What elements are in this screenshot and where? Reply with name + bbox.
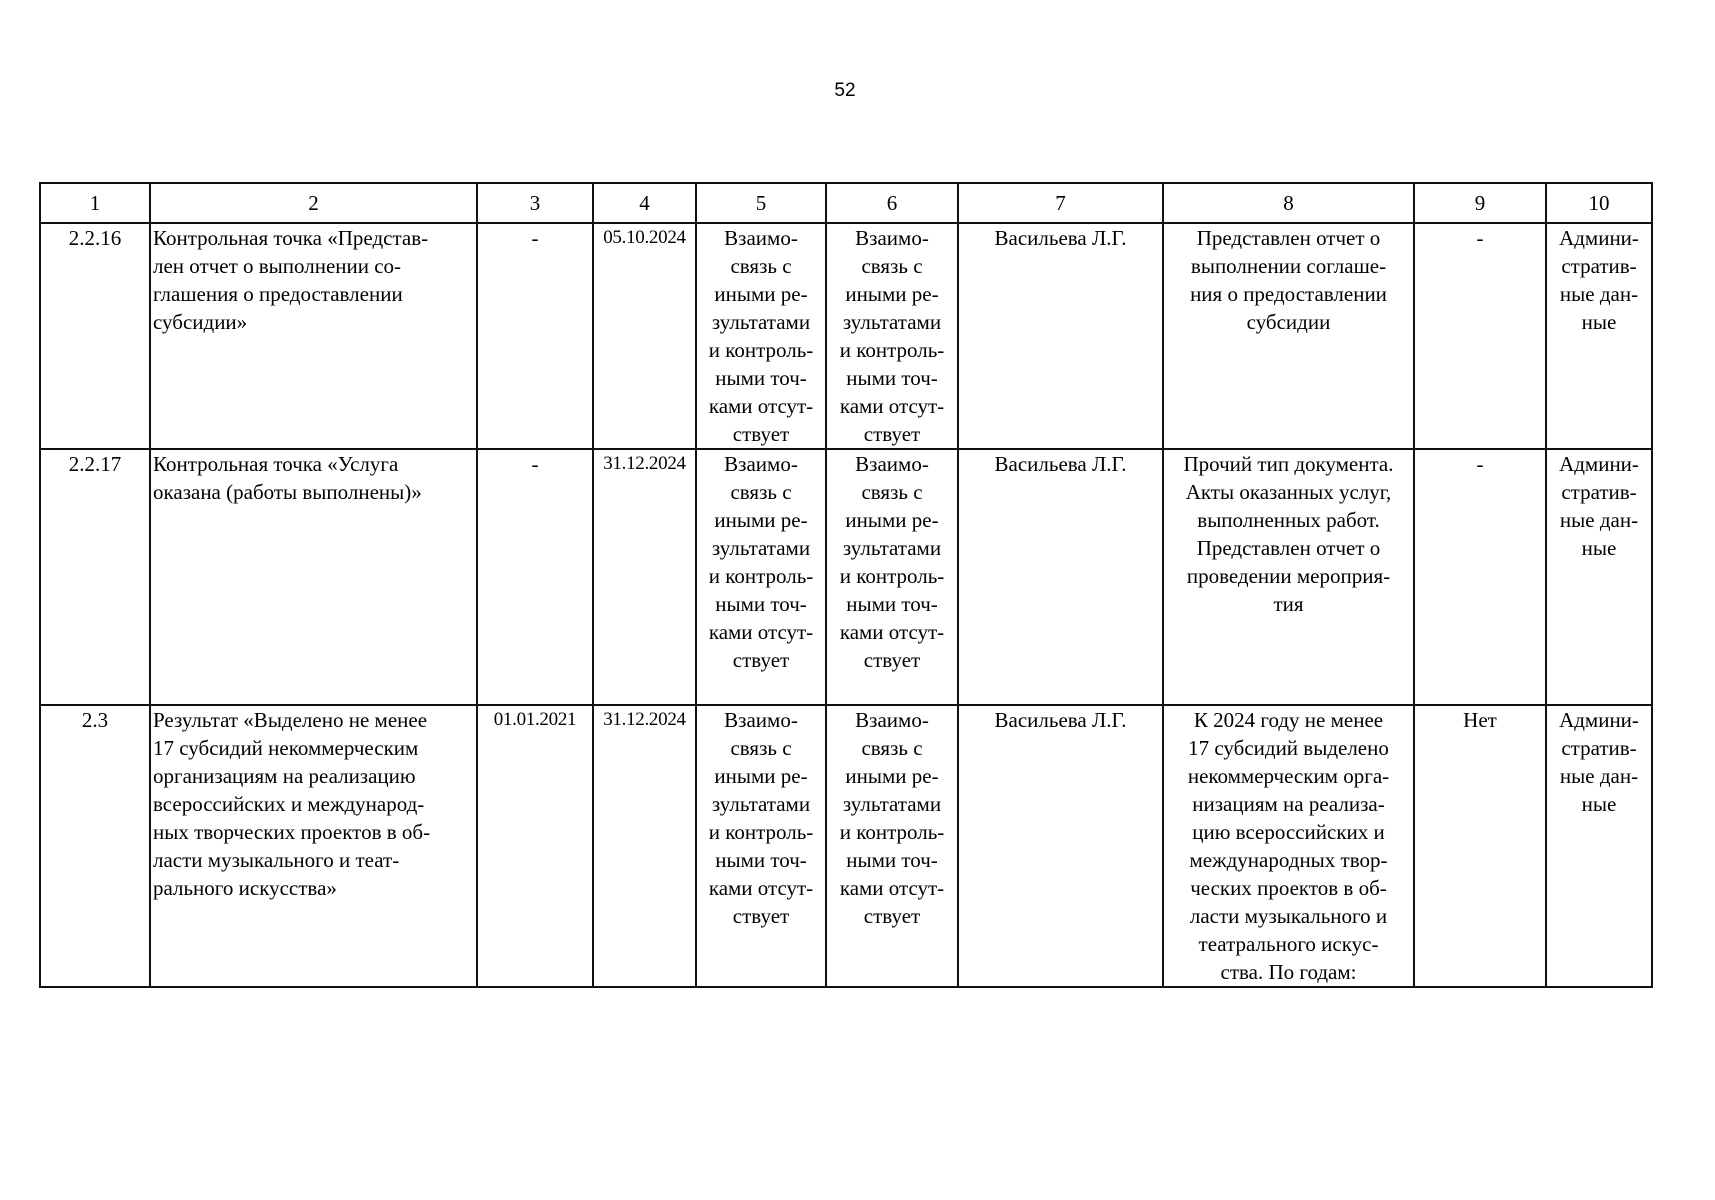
item-name-cell: Контрольная точка «Услуга оказана (работы выполнены)»: [150, 449, 477, 705]
predecessor-cell: Взаимо- связь с иными ре- зультатами и контроль- ными точ- ками отсут- ствует: [696, 449, 826, 705]
data-source-cell: Админи- стратив- ные дан- ные: [1546, 449, 1652, 705]
column-header: 10: [1546, 183, 1652, 223]
column-header: 7: [958, 183, 1163, 223]
successor-cell: Взаимо- связь с иными ре- зультатами и контроль- ными точ- ками отсут- ствует: [826, 223, 958, 449]
table-row: [40, 223, 1652, 449]
predecessor-cell: Взаимо- связь с иными ре- зультатами и контроль- ными точ- ками отсут- ствует: [696, 223, 826, 449]
info-system-cell: Нет: [1414, 705, 1546, 987]
data-source-cell: Админи- стратив- ные дан- ные: [1546, 705, 1652, 987]
document-type-cell: Представлен отчет о выполнении соглаше- ния о предоставлении субсидии: [1163, 223, 1414, 449]
column-header: 1: [40, 183, 150, 223]
row-number-cell: 2.2.17: [40, 449, 150, 705]
start-date-cell: -: [477, 223, 593, 449]
column-header: 8: [1163, 183, 1414, 223]
item-name-cell: Контрольная точка «Представ- лен отчет о выполнении со- глашения о предоставлении субсидии»: [150, 223, 477, 449]
end-date-cell: 31.12.2024: [593, 705, 696, 987]
document-type-cell: К 2024 году не менее 17 субсидий выделено некоммерческим орга- низациям на реализа- цию всероссийских и международных твор- ческих проектов в об- ласти музыкального и театрального искус- ства. По годам:: [1163, 705, 1414, 987]
column-header: 2: [150, 183, 477, 223]
successor-cell: Взаимо- связь с иными ре- зультатами и контроль- ными точ- ками отсут- ствует: [826, 449, 958, 705]
item-name-cell: Результат «Выделено не менее 17 субсидий некоммерческим организациям на реализацию всероссийских и международ- ных творческих проектов в об- ласти музыкального и теат- рального искусства»: [150, 705, 477, 987]
data-table: [39, 182, 1653, 988]
document-type-cell: Прочий тип документа. Акты оказанных услуг, выполненных работ. Представлен отчет о проведении мероприя- тия: [1163, 449, 1414, 705]
info-system-cell: -: [1414, 223, 1546, 449]
end-date-cell: 05.10.2024: [593, 223, 696, 449]
responsible-cell: Васильева Л.Г.: [958, 223, 1163, 449]
responsible-cell: Васильева Л.Г.: [958, 449, 1163, 705]
start-date-cell: -: [477, 449, 593, 705]
table-row: [40, 449, 1652, 705]
table-header-row: [40, 183, 1652, 223]
column-header: 3: [477, 183, 593, 223]
column-header: 6: [826, 183, 958, 223]
column-header: 4: [593, 183, 696, 223]
end-date-cell: 31.12.2024: [593, 449, 696, 705]
column-header: 5: [696, 183, 826, 223]
responsible-cell: Васильева Л.Г.: [958, 705, 1163, 987]
data-source-cell: Админи- стратив- ные дан- ные: [1546, 223, 1652, 449]
row-number-cell: 2.3: [40, 705, 150, 987]
info-system-cell: -: [1414, 449, 1546, 705]
start-date-cell: 01.01.2021: [477, 705, 593, 987]
page-number: 52: [834, 80, 856, 101]
predecessor-cell: Взаимо- связь с иными ре- зультатами и контроль- ными точ- ками отсут- ствует: [696, 705, 826, 987]
successor-cell: Взаимо- связь с иными ре- зультатами и контроль- ными точ- ками отсут- ствует: [826, 705, 958, 987]
table-row: [40, 705, 1652, 987]
column-header: 9: [1414, 183, 1546, 223]
row-number-cell: 2.2.16: [40, 223, 150, 449]
